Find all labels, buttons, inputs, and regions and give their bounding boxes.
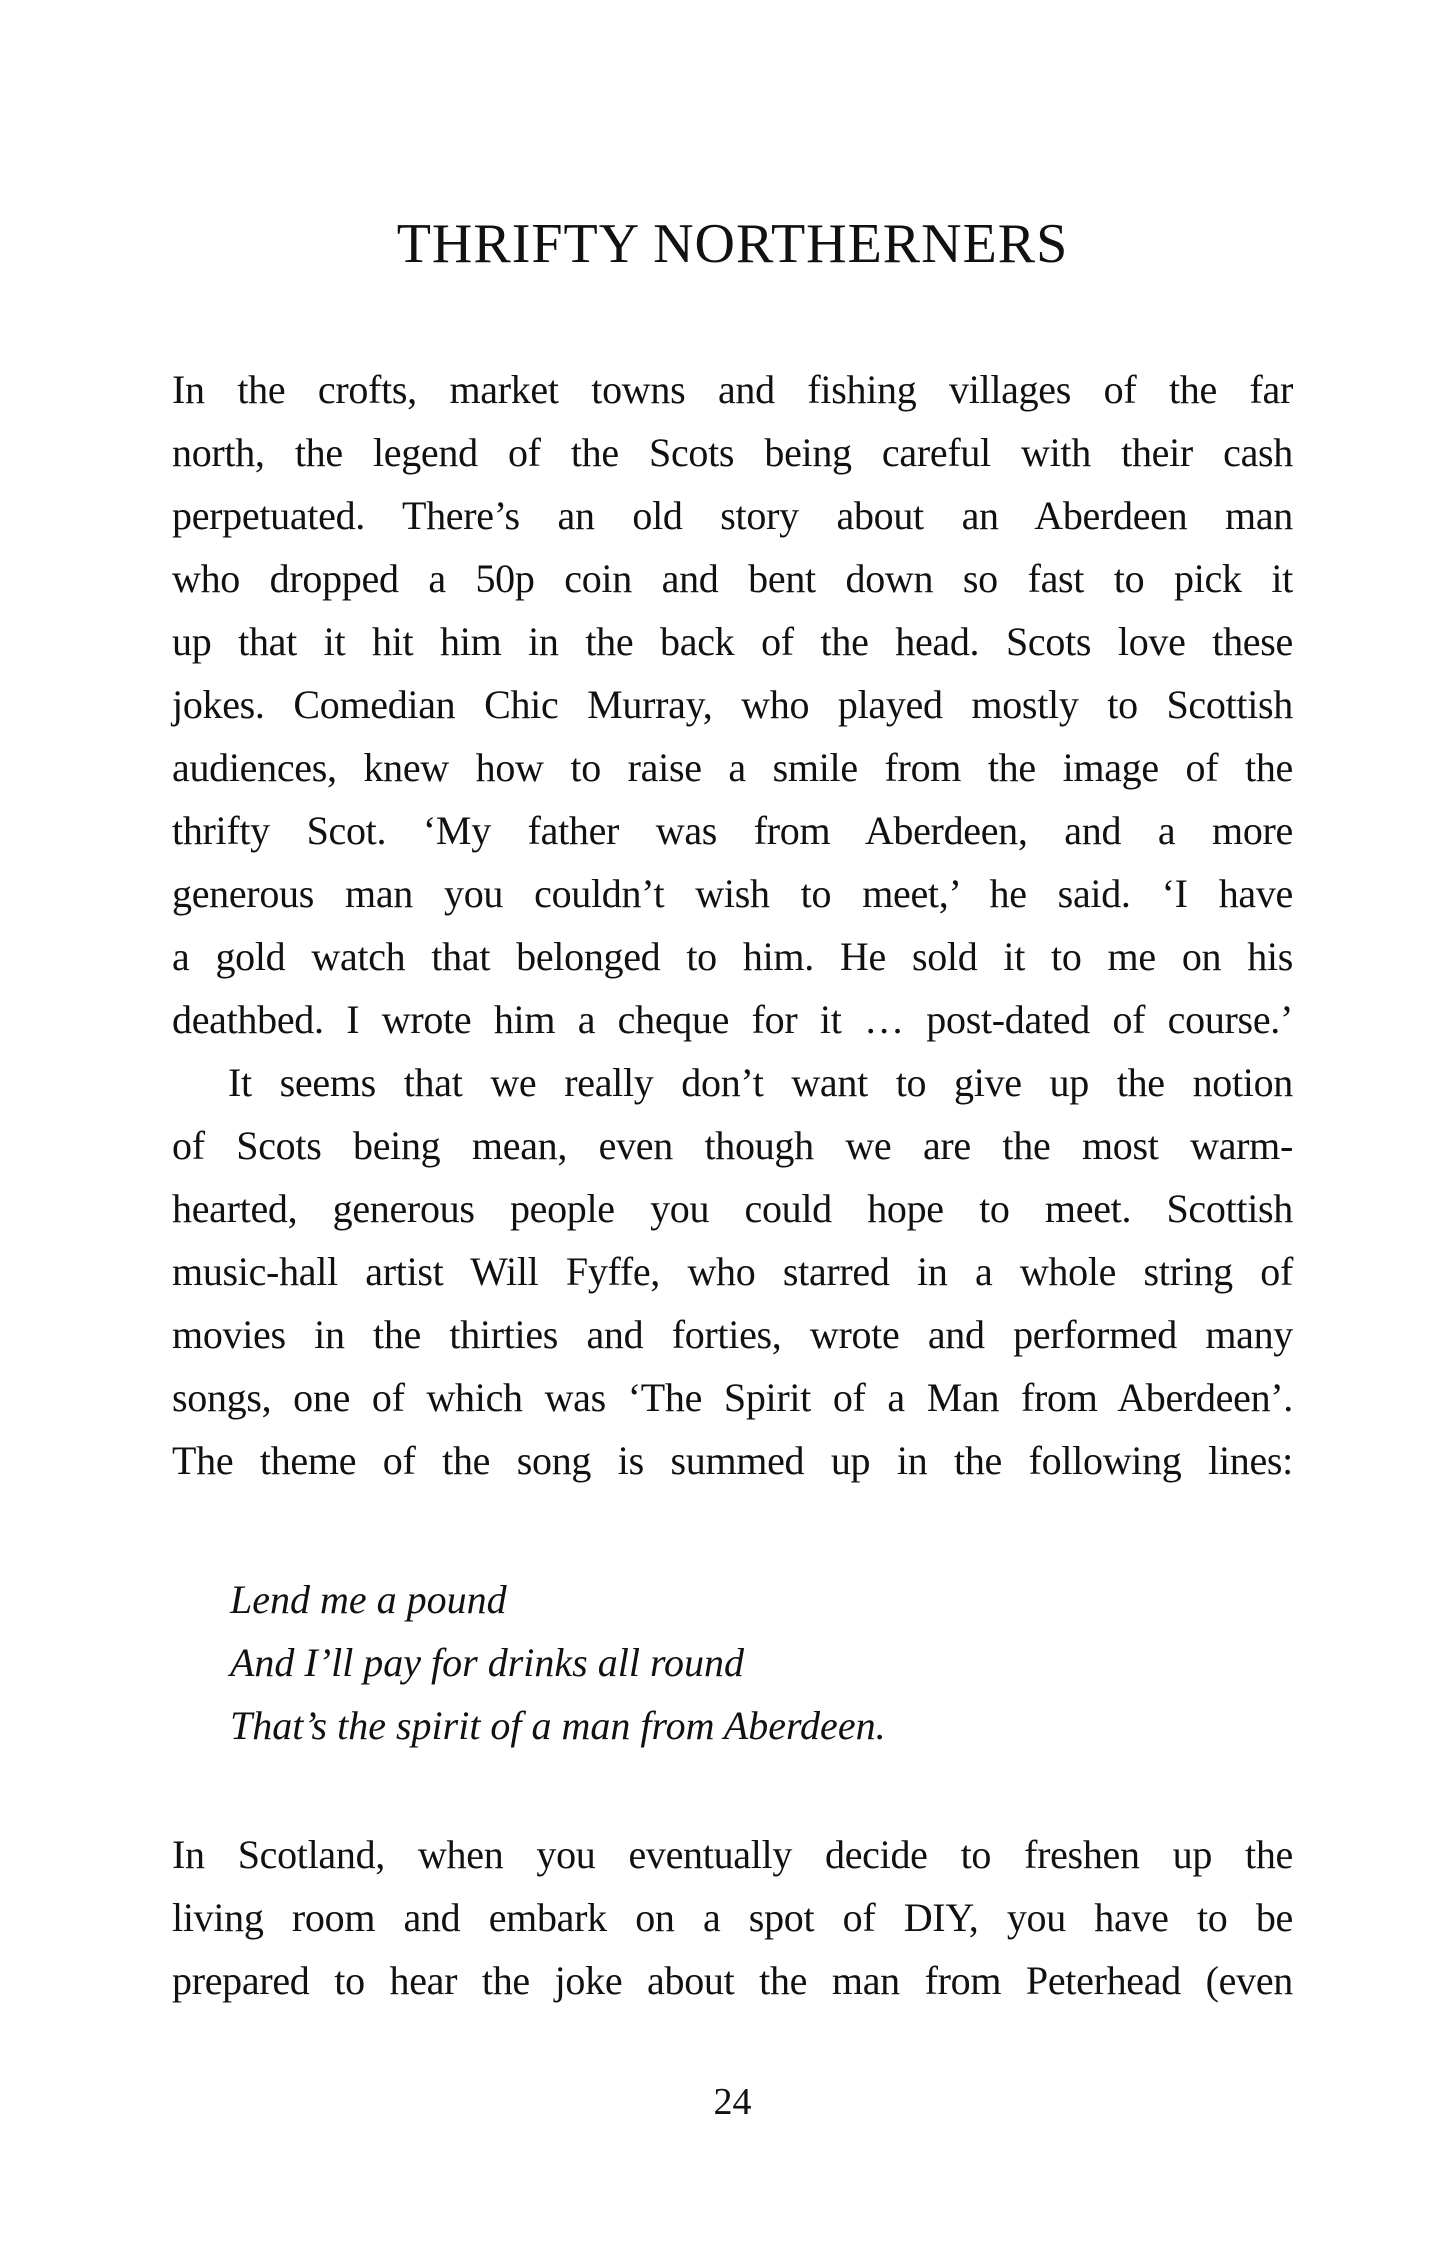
text-line: It seems that we really don’t want to give up the notion xyxy=(228,1060,1293,1105)
text-line: songs, one of which was ‘The Spirit of a Man from Aberdeen’. xyxy=(172,1375,1293,1420)
text-line: up that it hit him in the back of the head. Scots love these xyxy=(172,619,1293,664)
text-line: of Scots being mean, even though we are the most warm- xyxy=(172,1123,1293,1168)
text-line: That’s the spirit of a man from Aberdeen. xyxy=(230,1703,886,1748)
text-line: north, the legend of the Scots being careful with their cash xyxy=(172,430,1293,475)
text-line: And I’ll pay for drinks all round xyxy=(230,1640,745,1685)
paragraph-2 xyxy=(172,1051,1293,1492)
text-line: music-hall artist Will Fyffe, who starred in a whole string of xyxy=(172,1249,1293,1294)
text-line: movies in the thirties and forties, wrote and performed many xyxy=(172,1312,1293,1357)
page-number: 24 xyxy=(713,2081,752,2123)
text-line: Lend me a pound xyxy=(230,1577,507,1622)
text-line: jokes. Comedian Chic Murray, who played mostly to Scottish xyxy=(172,682,1293,727)
text-line: deathbed. I wrote him a cheque for it … post-dated of course.’ xyxy=(172,997,1293,1042)
text-line: hearted, generous people you could hope to meet. Scottish xyxy=(172,1186,1293,1231)
text-line: The theme of the song is summed up in the following lines: xyxy=(172,1438,1293,1483)
text-line: a gold watch that belonged to him. He sold it to me on his xyxy=(172,934,1293,979)
text-column xyxy=(172,0,1293,2124)
text-line: In Scotland, when you eventually decide to freshen up the xyxy=(172,1832,1293,1877)
text-line: thrifty Scot. ‘My father was from Aberdeen, and a more xyxy=(172,808,1293,853)
text-line: perpetuated. There’s an old story about an Aberdeen man xyxy=(172,493,1293,538)
paragraph-3 xyxy=(172,1823,1293,2012)
text-line: generous man you couldn’t wish to meet,’ he said. ‘I have xyxy=(172,871,1293,916)
text-line: audiences, knew how to raise a smile from the image of the xyxy=(172,745,1293,790)
text-line: In the crofts, market towns and fishing villages of the far xyxy=(172,367,1293,412)
text-line: living room and embark on a spot of DIY, you have to be xyxy=(172,1895,1293,1940)
chapter-title: THRIFTY NORTHERNERS xyxy=(396,213,1069,275)
text-line: who dropped a 50p coin and bent down so fast to pick it xyxy=(172,556,1293,601)
text-line: prepared to hear the joke about the man from Peterhead (even xyxy=(172,1958,1293,2003)
song-verse-quote xyxy=(230,1568,1293,1757)
paragraph-1 xyxy=(172,358,1293,1051)
